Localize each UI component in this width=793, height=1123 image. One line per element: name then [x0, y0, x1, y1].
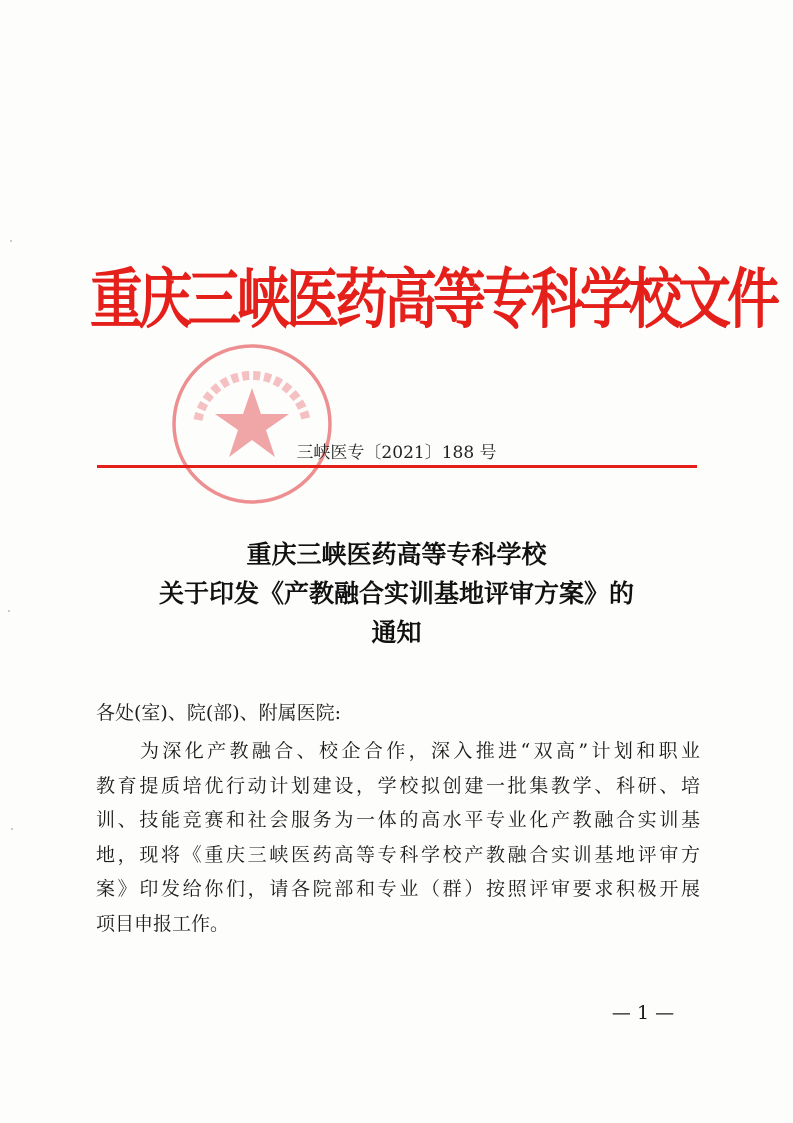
- document-title: [0, 535, 793, 652]
- document-masthead: 重庆三峡医药高等专科学校文件: [90, 262, 776, 338]
- body-line: 为深化产教融合、校企合作，深入推进“双高”计划和职业: [140, 740, 700, 762]
- document-number: 三峡医专〔2021〕188 号: [296, 443, 497, 463]
- title-line-2: 关于印发《产教融合实训基地评审方案》的: [158, 579, 634, 608]
- title-line-3: 通知: [371, 618, 422, 647]
- salutation: 各处(室)、院(部)、附属医院:: [96, 702, 342, 724]
- body-line: 教育提质培优行动计划建设，学校拟创建一批集教学、科研、培: [96, 774, 700, 797]
- body-line: 地，现将《重庆三峡医药高等专科学校产教融合实训基地评审方: [96, 843, 700, 866]
- scan-speck: [11, 828, 13, 830]
- body-paragraph: [96, 734, 700, 941]
- scan-speck: [10, 240, 12, 242]
- page-number: — 1 —: [611, 1002, 675, 1024]
- body-line: 案》印发给你们，请各院部和专业（群）按照评审要求积极开展: [96, 878, 700, 900]
- body-line: 项目申报工作。: [96, 912, 230, 935]
- title-line-1: 重庆三峡医药高等专科学校: [246, 540, 547, 569]
- body-line: 训、技能竞赛和社会服务为一体的高水平专业化产教融合实训基: [96, 809, 700, 831]
- official-seal-icon: [168, 340, 336, 508]
- red-divider-line: [97, 465, 697, 468]
